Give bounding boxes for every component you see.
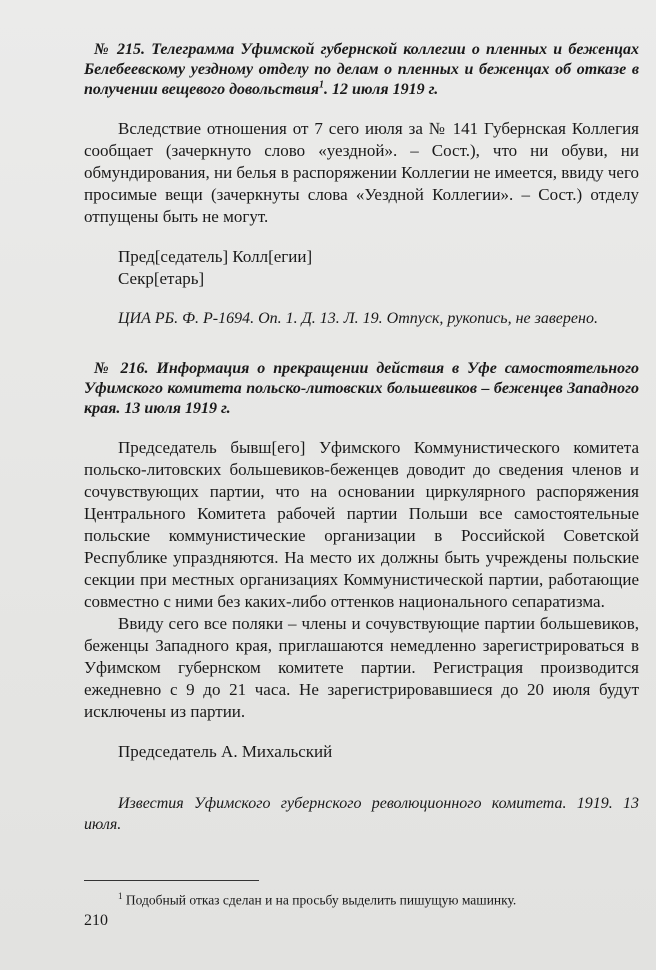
page-content: [84, 40, 639, 835]
footnote-ref[interactable]: 1: [318, 79, 324, 91]
doc-216-signature: Председатель А. Михальский: [118, 742, 333, 761]
doc-215-signature-secretary: Секр[етарь]: [118, 269, 205, 288]
page-number: 210: [84, 912, 108, 929]
footnote-marker: 1: [118, 891, 123, 901]
footnote: [118, 887, 638, 910]
doc-216-body-paragraph-2: Ввиду сего все поляки – члены и сочувствующие партии большевиков, беженцы Западного края, приглашаются немедленно зарегистрироваться в Уфимском губернском комитете партии. Регистрация производится ежедневно с 9 до 21 часа. Не зарегистрировавшиеся до 20 июля будут исключены из партии.: [84, 614, 639, 721]
doc-215-source: ЦИА РБ. Ф. Р-1694. Оп. 1. Д. 13. Л. 19. Отпуск, рукопись, не заверено.: [118, 310, 598, 327]
doc-215-signature-chairman: Пред[седатель] Колл[егии]: [118, 247, 313, 266]
footnote-text: Подобный отказ сделан и на просьбу выделить пишущую машинку.: [122, 892, 517, 908]
doc-216-title: № 216. Информация о прекращении действия в Уфе самостоятельного Уфимского комитета польско-литовских большевиков – беженцев Западного края. 13 июля 1919 г.: [84, 360, 639, 417]
doc-216-source: Известия Уфимского губернского революционного комитета. 1919. 13 июля.: [84, 795, 639, 833]
footnote-divider: [84, 880, 259, 881]
doc-215-title: № 215. Телеграмма Уфимской губернской коллегии о пленных и беженцах Белебеевскому уездному отделу по делам о пленных и беженцах об отказе в получении вещевого довольствия$^1$. 12 июля 1919 г.: [84, 41, 639, 98]
doc-216-body-paragraph-1: Председатель бывш[его] Уфимского Коммунистического комитета польско-литовских большевиков-беженцев доводит до сведения членов и сочувствующих партии, что на основании циркулярного распоряжения Центрального Комитета рабочей партии Польши все самостоятельные польские коммунистические организации в Российской Советской Республике упраздняются. На место их должны быть учреждены польские секции при местных организациях Коммунистической партии, работающие совместно с ними без каких-либо оттенков национального сепаратизма.: [84, 438, 639, 611]
doc-215-body: Вследствие отношения от 7 сего июля за № 141 Губернская Коллегия сообщает (зачеркнуто слово «уездной». – Сост.), что ни обуви, ни обмундирования, ни белья в распоряжении Коллегии не имеется, ввиду чего просимые вещи (зачеркнуты слова «Уездной Коллегии». – Сост.) отделу отпущены быть не могут.: [84, 119, 639, 226]
